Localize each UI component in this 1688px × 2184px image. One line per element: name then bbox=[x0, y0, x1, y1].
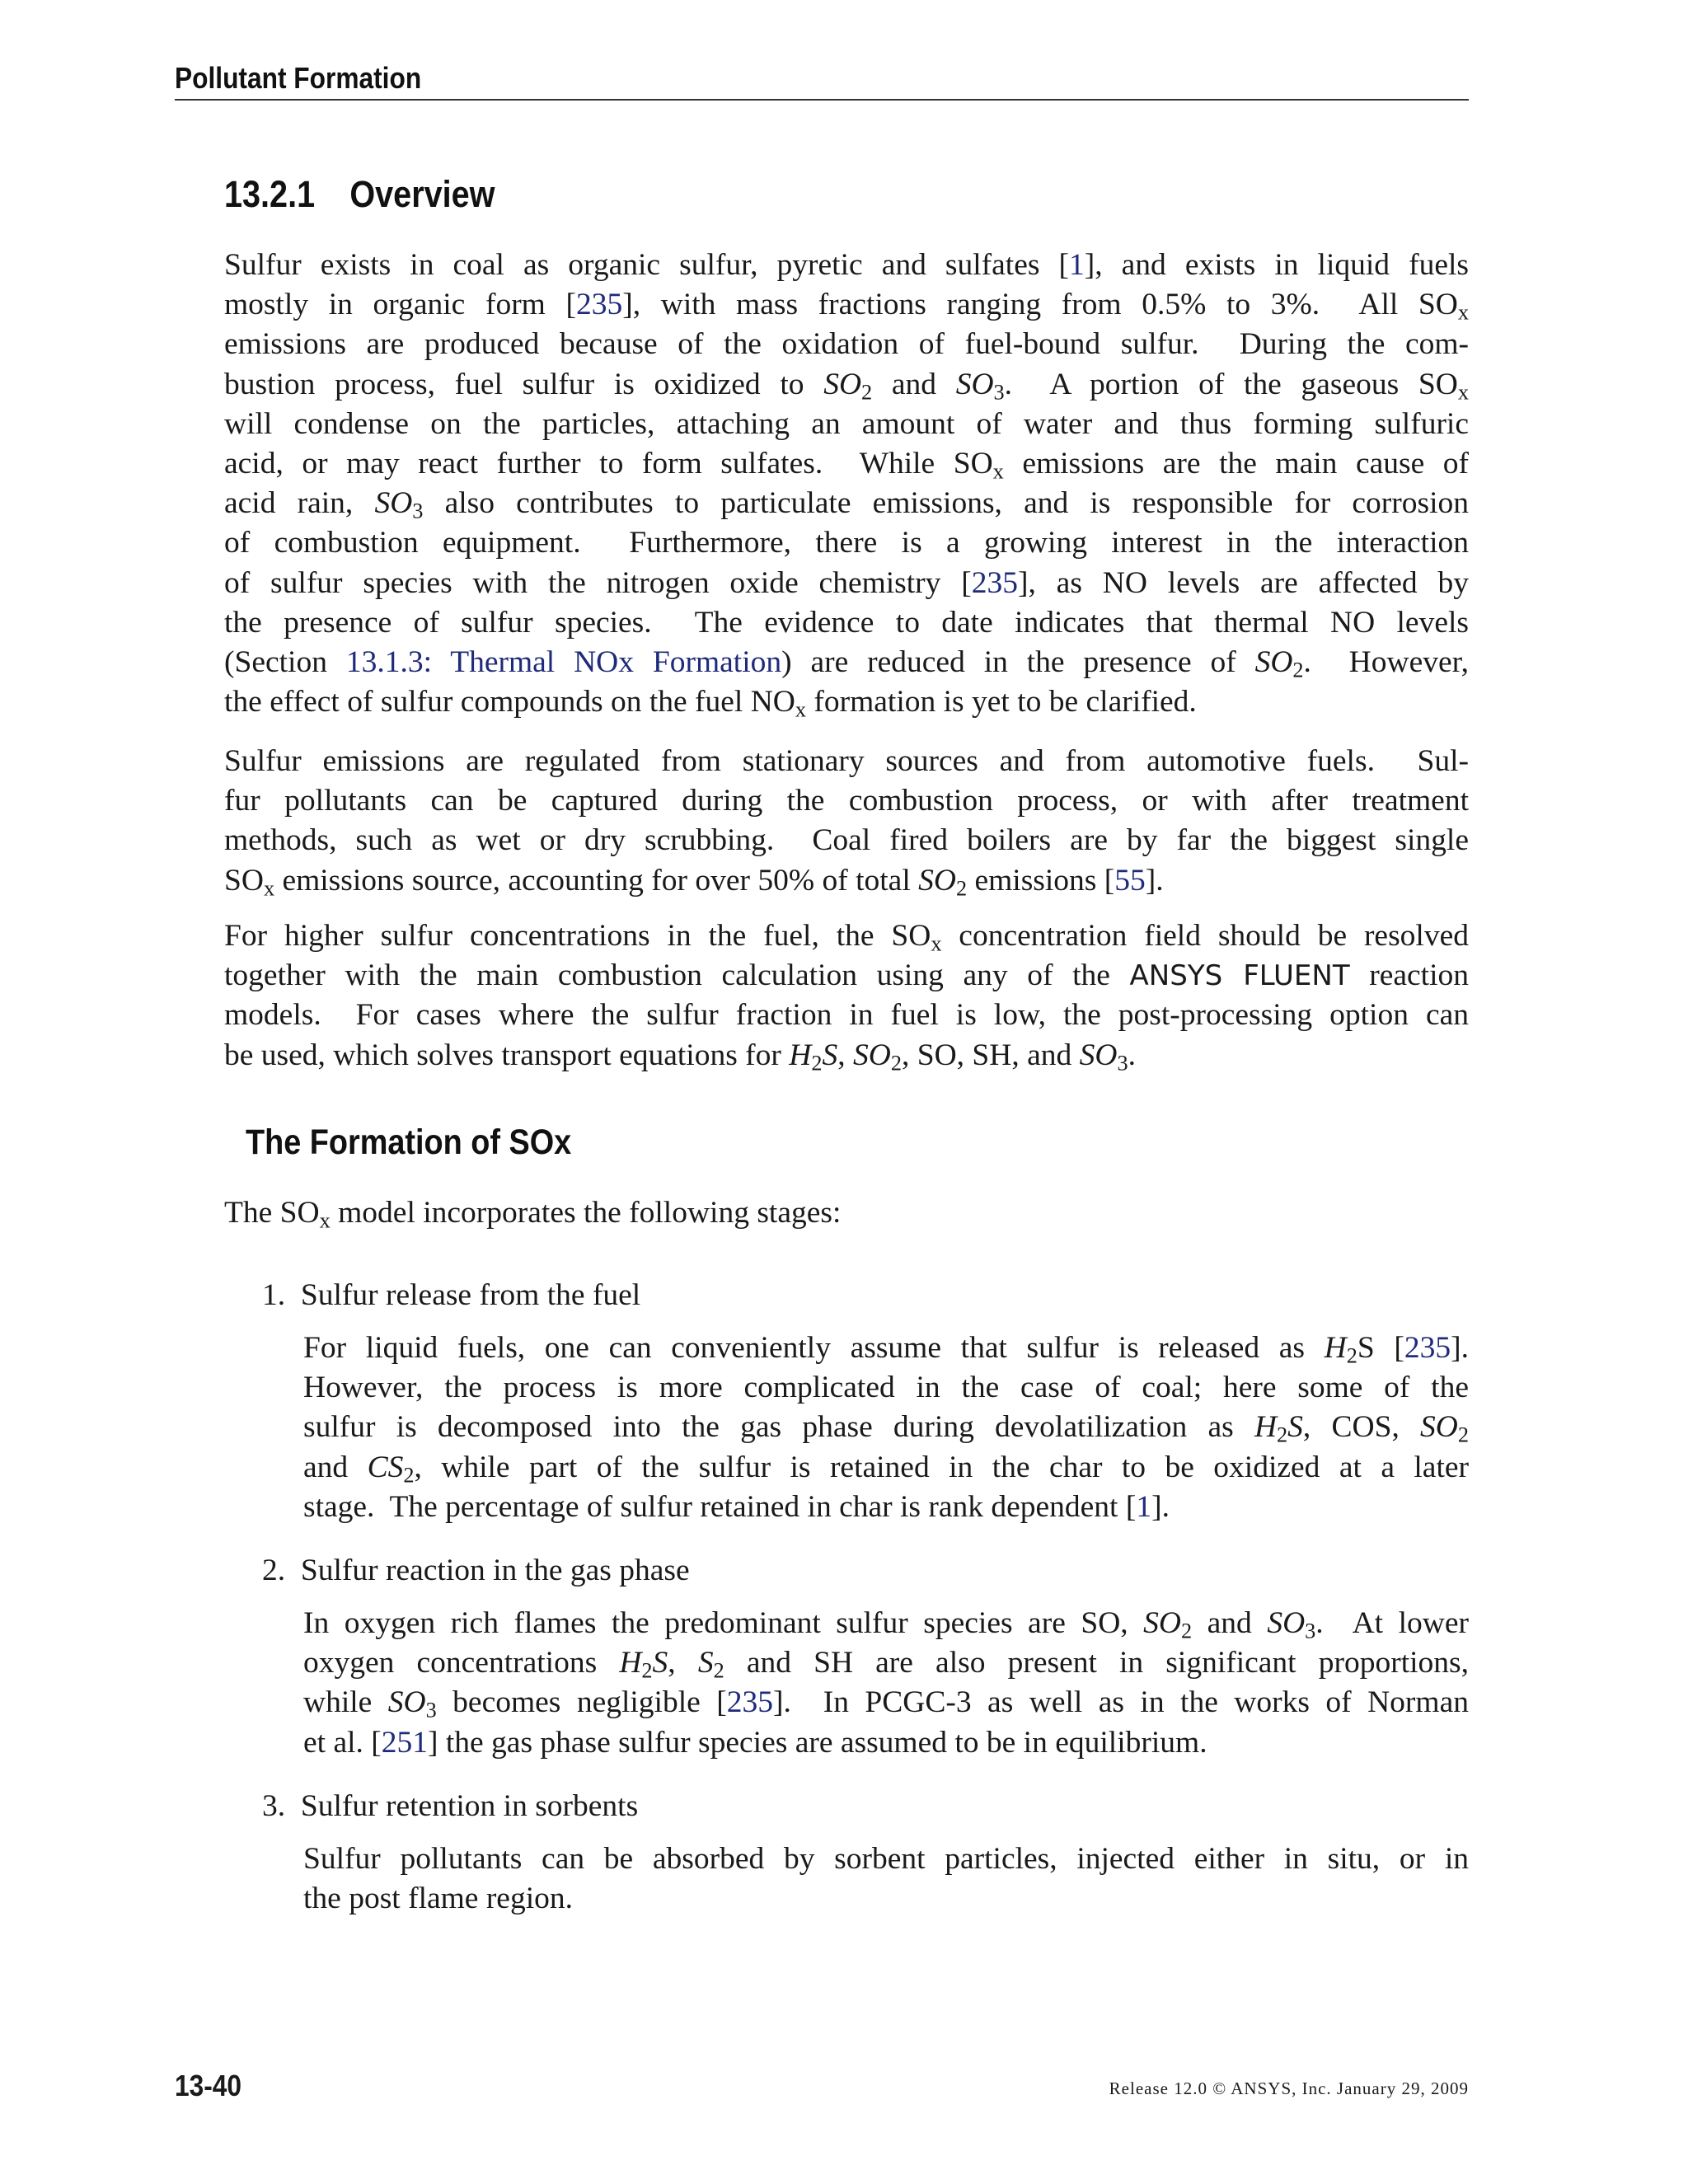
list-item-2 bbox=[262, 1553, 690, 1588]
list-item-2-body: In oxygen rich flames the predominant sulfur species are SO, $SO_2$ and $SO_3$. At lower oxygen concentrations $H_2S$, $S_2$ and SH are also present in significant proportions, while $SO_3$ becomes negligible [235]. In PCGC-3 as well as in the works of Norman et al. [251] the gas phase sulfur species are assumed to be in equilibrium. bbox=[303, 1606, 1470, 1760]
overview-paragraph-1: Sulfur exists in coal as organic sulfur, pyretic and sulfates [1], and exists in liquid fuels mostly in organic form [235], with mass fractions ranging from 0.5% to 3%. All $SO_x$ emissions are produced because of the oxidation of fuel-bound sulfur. During the com- bustion process, fuel sulfur is oxidized to $SO_2$ and $SO_3$. A portion of the gaseous $SO_x$ will condense on the particles, attaching an amount of water and thus forming sulfuric acid, or may react further to form sulfates. While $SO_x$ emissions are the main cause of acid rain, $SO_3$ also contributes to particulate emissions, and is responsible for corrosion of combustion equipment. Furthermore, there is a growing interest in the interaction of sulfur species with the nitrogen oxide chemistry [235], as NO levels are affected by the presence of sulfur species. The evidence to date indicates that thermal NO levels (Section 13.1.3: Thermal NOx Formation) are reduced in the presence of $SO_2$. However, the effect of sulfur compounds on the fuel $NO_x$ formation is yet to be clarified. bbox=[224, 248, 1470, 722]
list-item-3 bbox=[262, 1788, 638, 1824]
overview-paragraph-2: Sulfur emissions are regulated from stationary sources and from automotive fuels. Sul- fur pollutants can be captured during the combustion process, or with after treatment methods, such as wet or dry scrubbing. Coal fired boilers are by far the biggest single $SO_x$ emissions source, accounting for over 50% of total $SO_2$ emissions [55]. bbox=[224, 744, 1469, 901]
overview-paragraph-3: For higher sulfur concentrations in the fuel, the $SO_x$ concentration field should be resolved together with the main combustion calculation using any of the ANSYS FLUENT reaction models. For cases where the sulfur fraction in fuel is low, the post-processing option can be used, which solves transport equations for $H_2S$, $SO_2$, SO, SH, and $SO_3$. bbox=[224, 919, 1469, 1076]
citation-link[interactable]: 235 bbox=[1404, 1331, 1451, 1365]
citation-link[interactable]: 251 bbox=[381, 1725, 428, 1760]
release-info: Release 12.0 © ANSYS, Inc. January 29, 2009 bbox=[1109, 2079, 1469, 2098]
section-title: Overview bbox=[349, 173, 495, 215]
list-label: Sulfur retention in sorbents bbox=[300, 1789, 639, 1823]
formation-intro-text: model incorporates the following stages: bbox=[338, 1196, 842, 1230]
citation-link[interactable]: 235 bbox=[971, 565, 1018, 600]
section-link-thermal-nox[interactable]: 13.1.3: Thermal NOx Formation bbox=[345, 645, 782, 680]
list-number: 1. bbox=[262, 1278, 286, 1312]
citation-link[interactable]: 1 bbox=[1136, 1489, 1152, 1524]
header-title: Pollutant Formation bbox=[175, 61, 422, 95]
page-number: 13-40 bbox=[175, 2069, 242, 2102]
list-label: Sulfur release from the fuel bbox=[300, 1278, 641, 1312]
list-item-1 bbox=[262, 1277, 640, 1313]
list-label: Sulfur reaction in the gas phase bbox=[300, 1554, 690, 1587]
running-header bbox=[175, 61, 1469, 101]
section-heading bbox=[224, 173, 495, 216]
product-name: ANSYS FLUENT bbox=[1129, 959, 1350, 993]
list-item-1-body: For liquid fuels, one can conveniently assume that sulfur is released as $H_2S$ [235]. However, the process is more complicated in the case of coal; here some of the sulfur is decomposed into the gas phase during devolatilization as $H_2S$, COS, $SO_2$ and $CS_2$, while part of the sulfur is retained in the char to be oxidized at a later stage. The percentage of sulfur retained in char is rank dependent [1]. bbox=[303, 1331, 1470, 1524]
citation-link[interactable]: 235 bbox=[726, 1685, 773, 1720]
section-number: 13.2.1 bbox=[224, 173, 316, 215]
list-number: 3. bbox=[262, 1789, 286, 1823]
list-item-3-body: Sulfur pollutants can be absorbed by sorbent particles, injected either in situ, or in the post flame region. bbox=[303, 1842, 1469, 1916]
citation-link[interactable]: 1 bbox=[1068, 248, 1085, 282]
citation-link[interactable]: 55 bbox=[1114, 863, 1146, 898]
subsection-heading: The Formation of SOx bbox=[246, 1122, 572, 1162]
citation-link[interactable]: 235 bbox=[575, 288, 623, 322]
list-number: 2. bbox=[262, 1554, 286, 1587]
formation-intro: The $SO_x$ model incorporates the following stages: bbox=[224, 1196, 842, 1233]
